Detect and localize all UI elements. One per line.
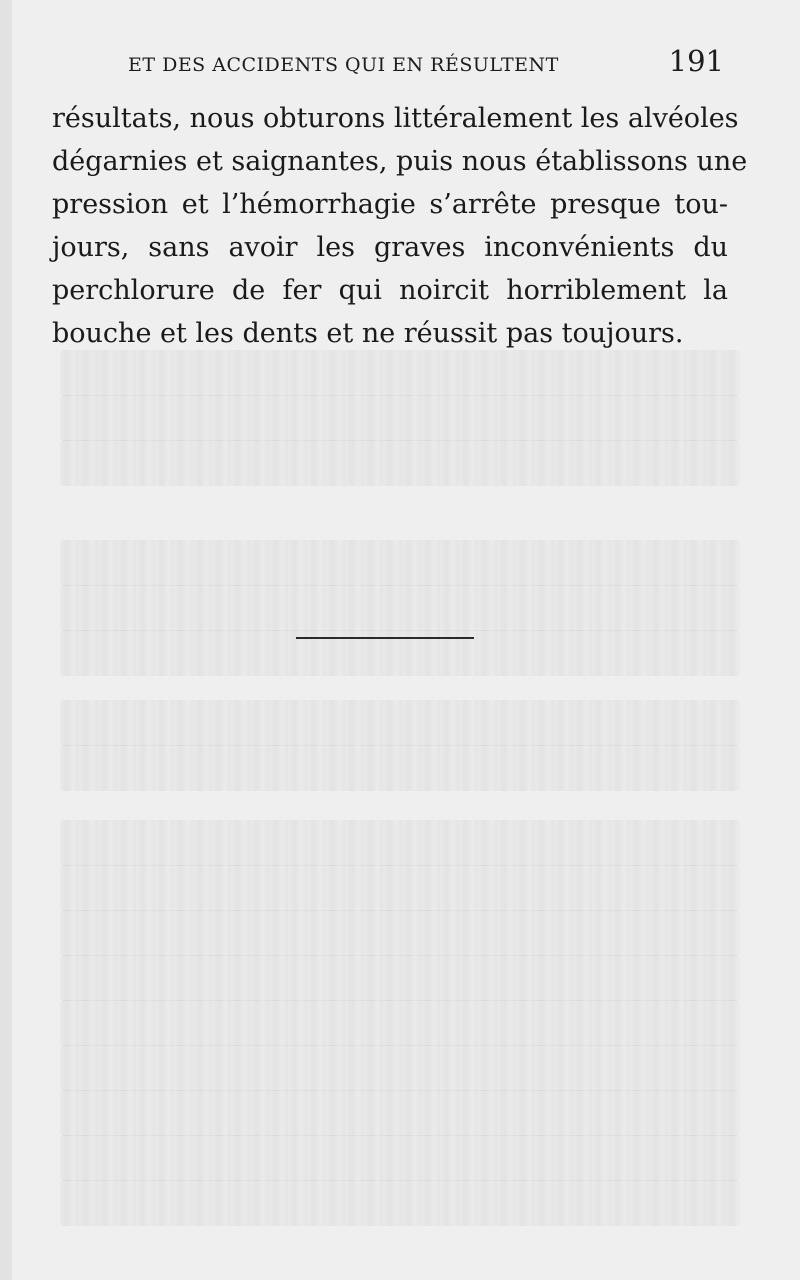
show-through-text	[60, 395, 740, 441]
show-through-text	[60, 955, 740, 1001]
show-through-text	[60, 585, 740, 631]
show-through-text	[60, 745, 740, 791]
text-line: perchlorure de fer qui noircit horriblement la	[52, 275, 728, 306]
show-through-text	[60, 440, 740, 486]
section-divider	[296, 637, 474, 639]
show-through-text	[60, 350, 740, 396]
text-line: bouche et les dents et ne réussit pas toujours.	[52, 318, 684, 349]
show-through-text	[60, 865, 740, 911]
page-edge	[0, 0, 12, 1280]
text-line: jours, sans avoir les graves inconvénients du	[52, 232, 728, 263]
text-line: dégarnies et saignantes, puis nous établissons une	[52, 146, 748, 177]
show-through-text	[60, 1000, 740, 1046]
show-through-text	[60, 1135, 740, 1181]
show-through-text	[60, 1045, 740, 1091]
text-line: résultats, nous obturons littéralement les alvéoles	[52, 103, 739, 134]
page-number: 191	[668, 44, 724, 78]
text-line: pression et l’hémorrhagie s’arrête presque tou-	[52, 189, 728, 220]
show-through-text	[60, 540, 740, 586]
show-through-text	[60, 1090, 740, 1136]
show-through-text	[60, 910, 740, 956]
body-paragraph	[52, 97, 748, 355]
page-header	[128, 44, 728, 84]
show-through-text	[60, 1180, 740, 1226]
show-through-text	[60, 820, 740, 866]
running-head: ET DES ACCIDENTS QUI EN RÉSULTENT	[128, 54, 559, 76]
show-through-text	[60, 700, 740, 746]
